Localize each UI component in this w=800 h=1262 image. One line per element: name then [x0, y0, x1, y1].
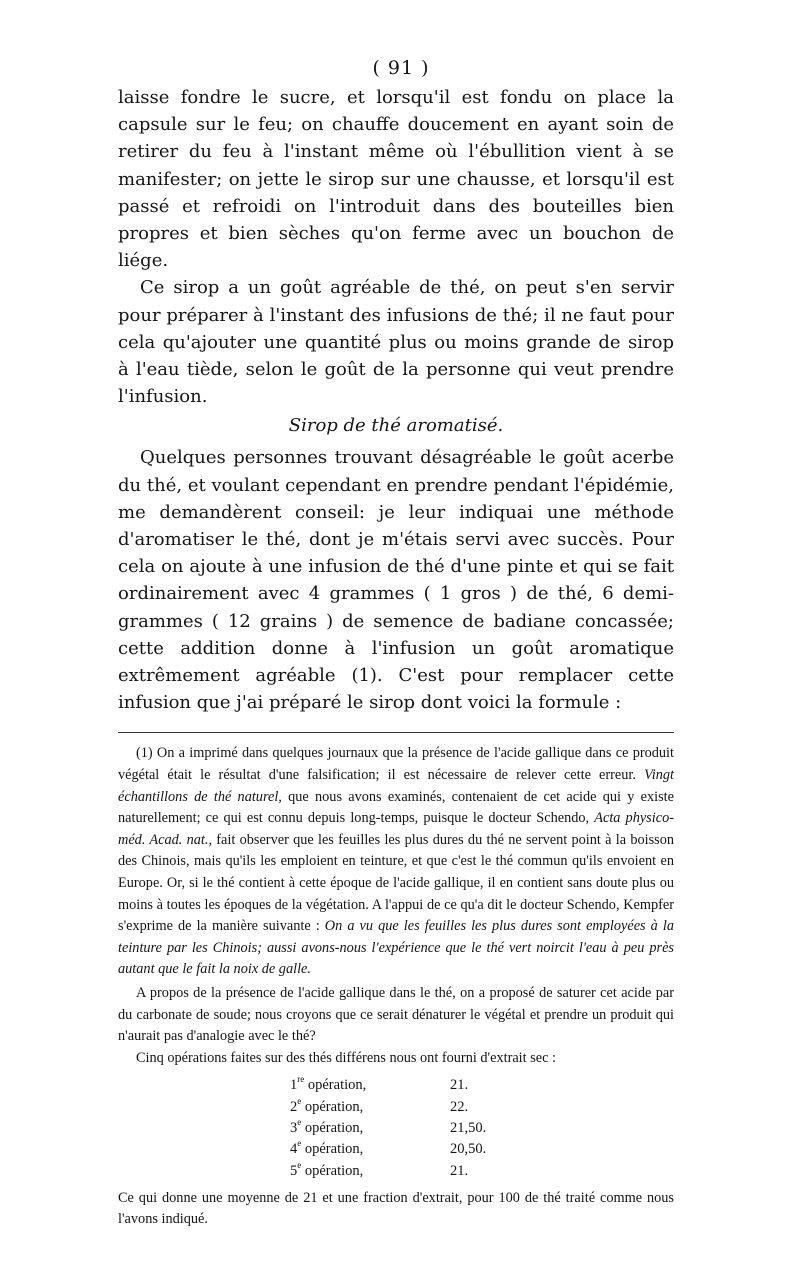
page: [118, 52, 674, 1231]
footnote-1: [118, 743, 674, 981]
operation-value: 21.: [450, 1077, 469, 1094]
operation-value: 20,50.: [450, 1141, 487, 1158]
operation-label: 2e opération,: [290, 1095, 364, 1115]
footnote-text: (1) On a imprimé dans quelques journaux que la présence de l'acide gallique dans ce produit végétal était le résultat d'une falsification; il est nécessaire de relever cette erreur.: [118, 745, 674, 784]
page-number: ( 91 ): [372, 57, 430, 79]
footnote-paragraph: A propos de la présence de l'acide gallique dans le thé, on a proposé de saturer cet acide par du carbonate de soude; nous croyons que ce serait dénaturer le végétal et prendre un produit qui n'aurait pas d'analogie avec le thé?: [118, 985, 674, 1045]
operation-value: 21,50.: [450, 1119, 487, 1136]
operation-label: 1re opération,: [290, 1074, 367, 1094]
footnote-italic: Acta physico-méd. Acad. nat.,: [118, 810, 674, 848]
operation-label: 5e opération,: [290, 1159, 364, 1179]
footnotes: [118, 743, 674, 1231]
footnote-italic: Vingt échantillons de thé naturel,: [118, 767, 675, 805]
footnote-italic: On a vu que les feuilles les plus dures sont employées à la teinture par les Chinois; aussi avons-nous l'expérience que le thé vert noircit l'eau à peu près autant que le fait la noix de galle.: [118, 918, 674, 978]
operation-value: 21.: [450, 1162, 469, 1179]
operation-row: [290, 1097, 674, 1118]
operation-value: 22.: [450, 1098, 469, 1115]
paragraph-3: Quelques personnes trouvant désagréable le goût acerbe du thé, et voulant cependant en prendre pendant l'épidémie, me demandèrent conseil: je leur indiquai une méthode d'aromatiser le thé, dont je m'étais servi avec succès. Pour cela on ajoute à une infusion de thé d'une pinte et qui se fait ordinairement avec 4 grammes ( 1 gros ) de thé, 6 demi-grammes ( 12 grains ) de semence de badiane concassée; cette addition donne à l'infusion un goût aromatique extrêmement agréable (1). C'est pour remplacer cette infusion que j'ai préparé le sirop dont voici la formule :: [118, 447, 674, 714]
operation-label: 4e opération,: [290, 1138, 364, 1158]
paragraph-2: Ce sirop a un goût agréable de thé, on peut s'en servir pour préparer à l'instant des infusions de thé; il ne faut pour cela qu'ajouter une quantité plus ou moins grande de sirop à l'eau tiède, selon le goût de la personne qui veut prendre l'infusion.: [118, 277, 674, 408]
footnote-divider: [118, 732, 674, 733]
operation-label: 3e opération,: [290, 1116, 364, 1136]
operation-row: [290, 1118, 674, 1139]
main-text: [118, 84, 674, 716]
conclusion: Ce qui donne une moyenne de 21 et une fraction d'extrait, pour 100 de thé traité comme nous l'avons indiqué.: [118, 1189, 674, 1228]
operation-row: [290, 1139, 674, 1160]
operations-table: [290, 1075, 674, 1181]
footnote-paragraph: Cinq opérations faites sur des thés différens nous ont fourni d'extrait sec :: [136, 1049, 557, 1066]
section-heading: Sirop de thé aromatisé.: [288, 415, 504, 437]
operation-row: [290, 1075, 674, 1096]
paragraph-1: laisse fondre le sucre, et lorsqu'il est fondu on place la capsule sur le feu; on chauffe doucement en ayant soin de retirer du feu à l'instant même où l'ébullition vient à se manifester; on jette le sirop sur une chausse, et lorsqu'il est passé et refroidi on l'introduit dans des bouteilles bien propres et bien sèches qu'on ferme avec un bouchon de liége.: [118, 87, 674, 272]
operation-row: [290, 1161, 674, 1182]
footnote-text: que nous avons examinés, contenaient de cet acide qui y existe naturellement; ce qui est connu depuis long-temps, puisque le docteur Schendo,: [118, 788, 674, 827]
footnote-text: fait observer que les feuilles les plus dures du thé ne servent point à la boisson des Chinois, mais qu'ils les emploient en teinture, et que c'est le thé commun qu'ils envoient en Europe. Or, si le thé contient à cette époque de l'acide gallique, il en contient sans doute plus ou moins à toutes les époques de la végétation. A l'appui de ce qu'a dit le docteur Schendo, Kempfer s'exprime de la manière suivante :: [118, 831, 675, 935]
